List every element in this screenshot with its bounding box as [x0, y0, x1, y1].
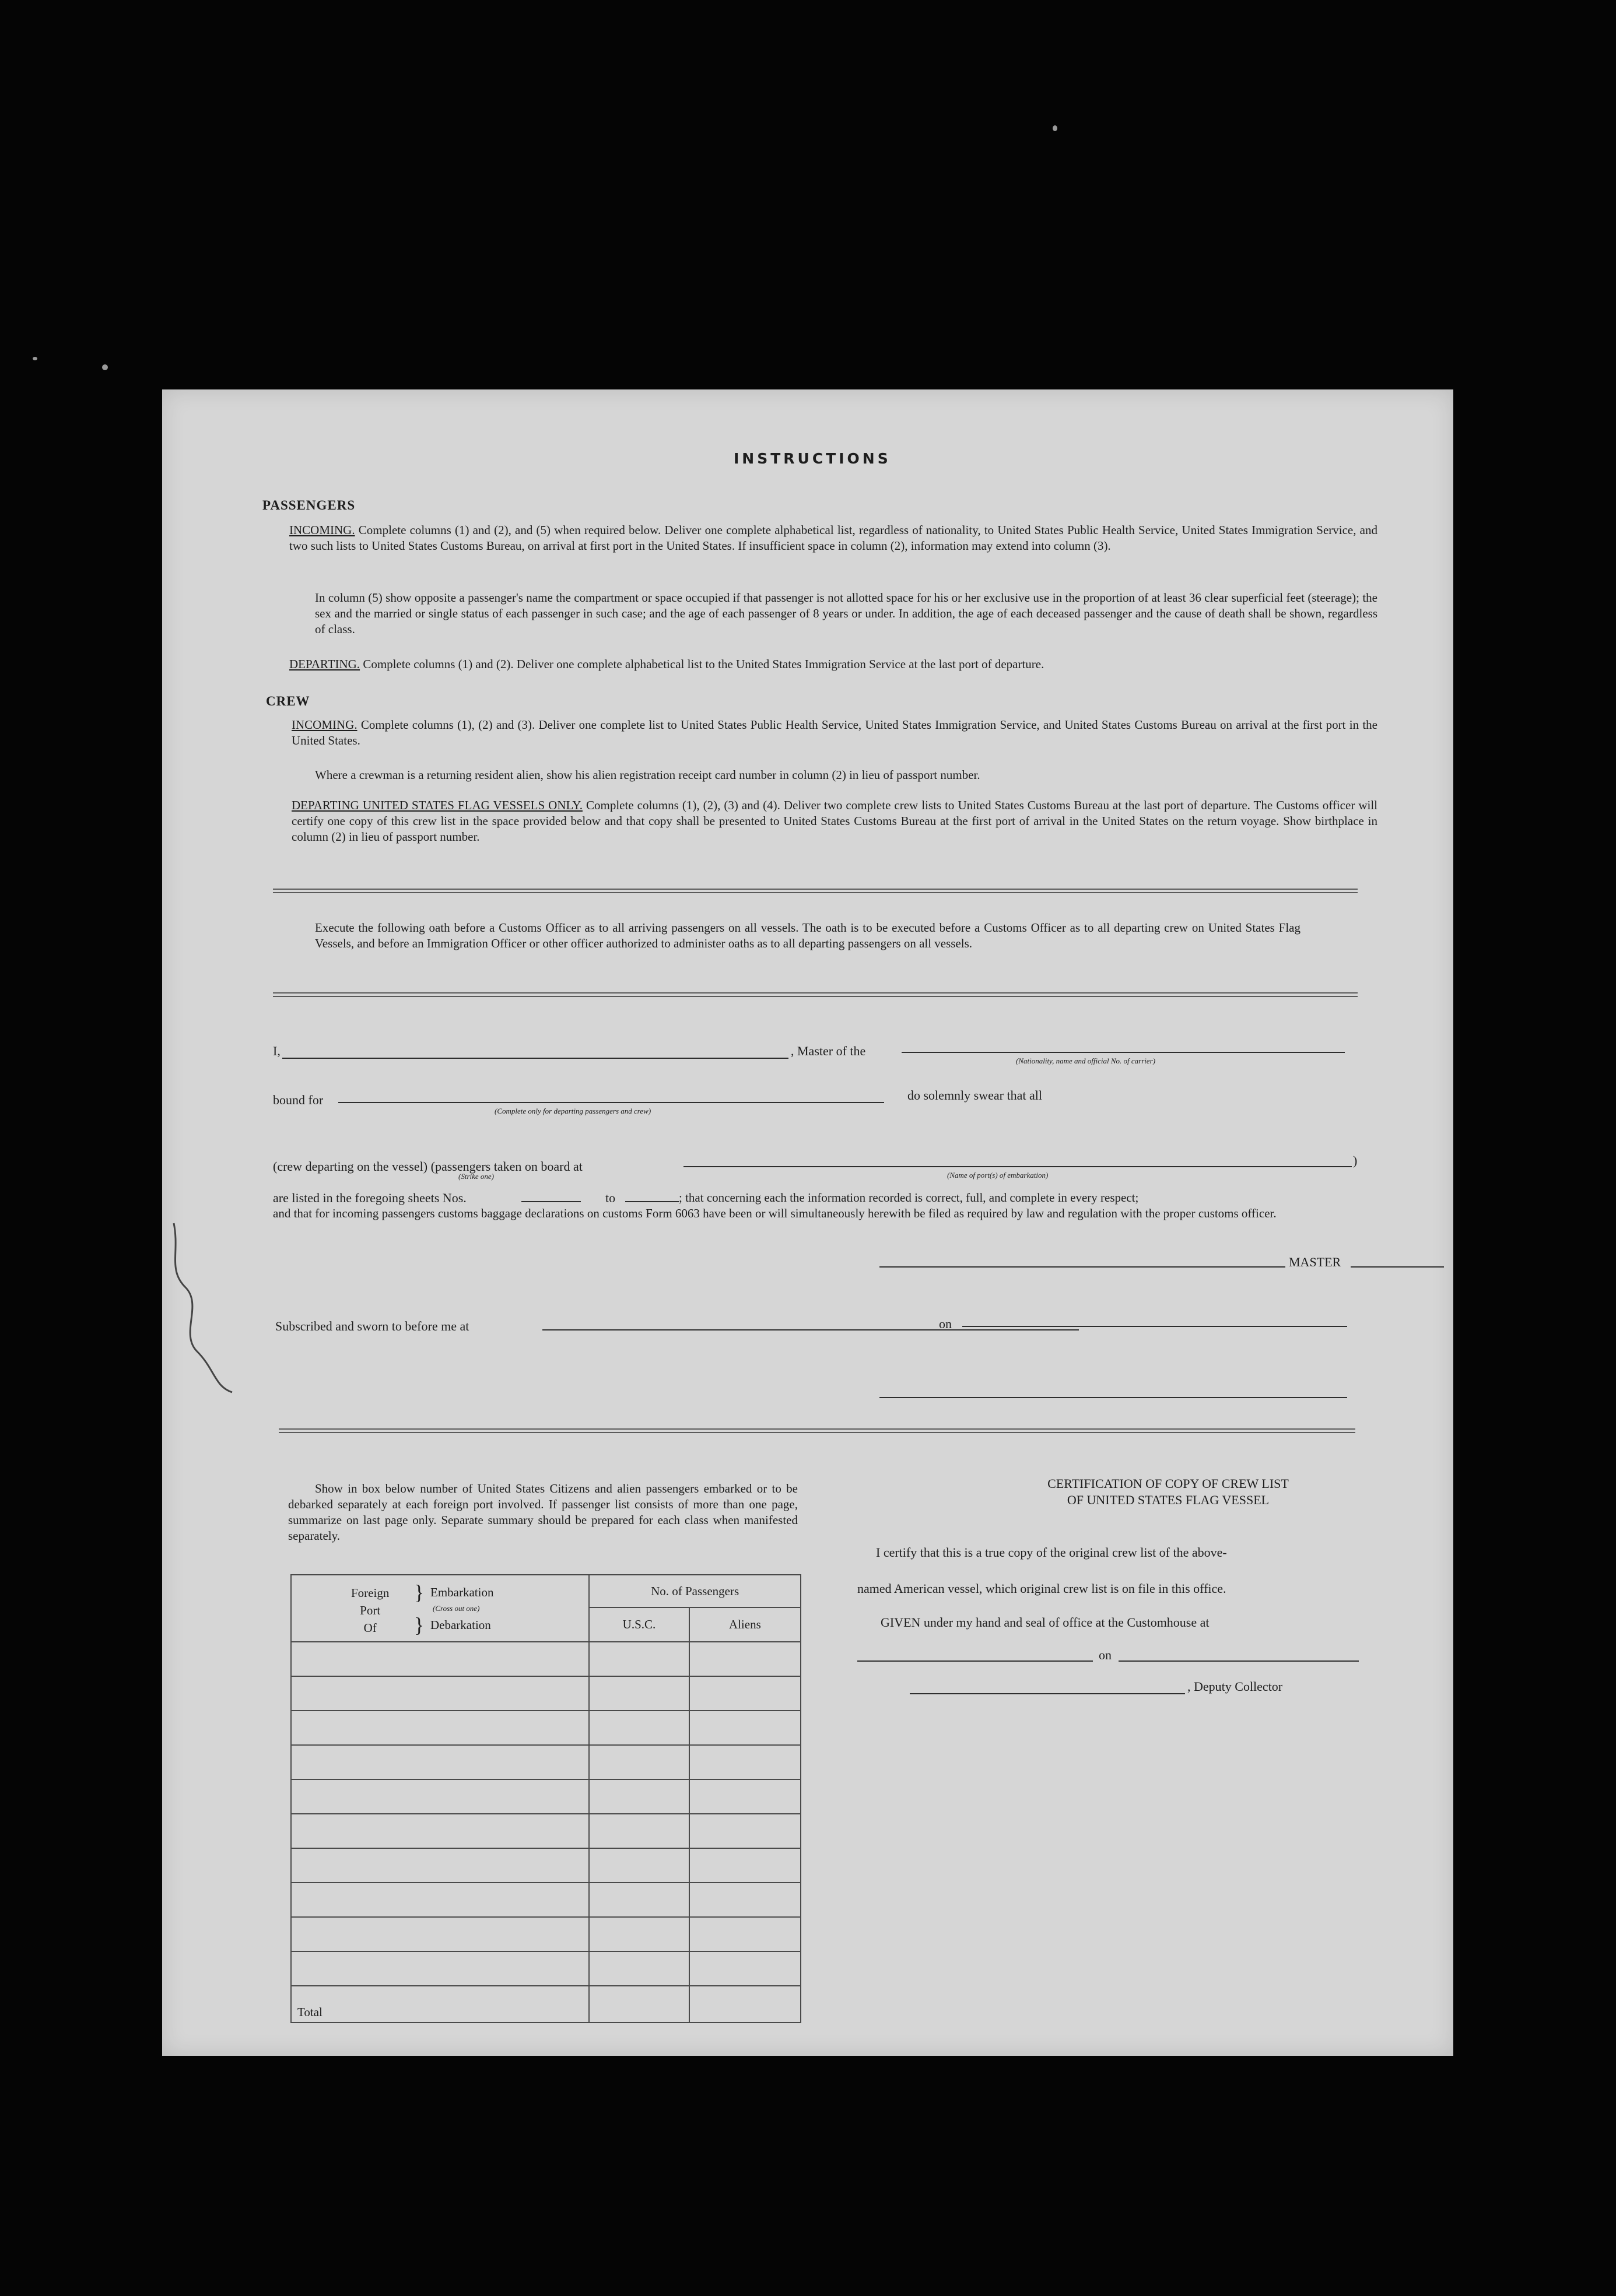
- aliens-cell[interactable]: [689, 1951, 801, 1986]
- usc-cell[interactable]: [589, 1779, 689, 1814]
- oath-master-of: , Master of the: [791, 1044, 866, 1058]
- oath-crew-departing: (crew departing on the vessel) (passengers taken on board at: [273, 1159, 583, 1174]
- port-cell[interactable]: [291, 1779, 589, 1814]
- oath-listed-3: and that for incoming passengers customs baggage declarations on customs Form 6063 have been or will simultaneously herewith be filed as required by law and regulation with the proper customs officer.: [273, 1206, 1277, 1220]
- deputy-collector-label: , Deputy Collector: [1187, 1679, 1283, 1694]
- certification-title-1: CERTIFICATION OF COPY OF CREW LIST: [1047, 1476, 1289, 1491]
- passengers-column5: [315, 590, 1377, 637]
- bracket-icon: }: [414, 1613, 425, 1637]
- of-label: Of: [363, 1620, 377, 1635]
- oath-instruction: [315, 920, 1300, 952]
- film-speck: [1053, 125, 1057, 131]
- usc-total-cell[interactable]: [589, 1986, 689, 2023]
- port-label: Port: [360, 1603, 381, 1617]
- no-passengers-header: No. of Passengers: [589, 1575, 801, 1607]
- certification-text-1: I certify that this is a true copy of the original crew list of the above-: [876, 1545, 1227, 1560]
- divider: [273, 992, 1358, 997]
- crew-alien: [315, 767, 1377, 783]
- divider: [279, 1428, 1355, 1433]
- aliens-cell[interactable]: [689, 1848, 801, 1883]
- total-label: Total: [291, 1986, 589, 2023]
- passengers-departing-label: DEPARTING.: [289, 657, 360, 671]
- bound-for-field[interactable]: [338, 1102, 884, 1103]
- embarkation-label[interactable]: Embarkation: [430, 1585, 494, 1599]
- table-row: [291, 1711, 801, 1745]
- aliens-header: Aliens: [689, 1607, 801, 1642]
- oath-instruction-text: Execute the following oath before a Customs Officer as to all arriving passengers on all vessels. The oath is to be executed before a Customs Officer as to all departing crew on United States Flag Vessels, and before an Immigration Officer or other officer authorized to administer oaths as to all departing passengers on all vessels.: [315, 921, 1300, 950]
- passengers-departing-text: Complete columns (1) and (2). Deliver one complete alphabetical list to the United States Immigration Service at the last port of departure.: [363, 657, 1044, 671]
- passengers-incoming: [289, 522, 1377, 554]
- usc-cell[interactable]: [589, 1711, 689, 1745]
- oath-close-paren: ): [1353, 1153, 1358, 1168]
- aliens-cell[interactable]: [689, 1642, 801, 1676]
- form-page: [162, 389, 1453, 2056]
- certification-date-field[interactable]: [1119, 1660, 1359, 1662]
- aliens-cell[interactable]: [689, 1711, 801, 1745]
- table-row: [291, 1917, 801, 1951]
- passengers-departing: [289, 656, 1377, 672]
- aliens-cell[interactable]: [689, 1676, 801, 1711]
- port-cell[interactable]: [291, 1711, 589, 1745]
- margin-scribble: [162, 1217, 244, 1404]
- oath-listed-1: are listed in the foregoing sheets Nos.: [273, 1191, 467, 1205]
- customhouse-field[interactable]: [857, 1660, 1093, 1662]
- port-cell[interactable]: [291, 1848, 589, 1883]
- port-cell[interactable]: [291, 1642, 589, 1676]
- subscribed-label: Subscribed and sworn to before me at: [275, 1319, 469, 1333]
- oath-swear: do solemnly swear that all: [907, 1088, 1042, 1103]
- oath-i: I,: [273, 1044, 281, 1058]
- oath-listed-3-block: [273, 1206, 1355, 1221]
- table-row: [291, 1745, 801, 1779]
- vessel-name-field[interactable]: [902, 1052, 1345, 1053]
- passenger-summary-table: [290, 1574, 801, 2023]
- port-cell[interactable]: [291, 1814, 589, 1848]
- crew-alien-text: Where a crewman is a returning resident alien, show his alien registration receipt card number in column (2) in lieu of passport number.: [315, 768, 980, 782]
- aliens-cell[interactable]: [689, 1917, 801, 1951]
- deputy-signature-field[interactable]: [910, 1693, 1185, 1694]
- page-title: INSTRUCTIONS: [734, 450, 891, 467]
- crew-incoming-text: Complete columns (1), (2) and (3). Deliver one complete list to United States Public Health Service, United States Immigration Service, and United States Customs Bureau on arrival at the first port in the United States.: [292, 718, 1377, 747]
- passengers-column5-text: In column (5) show opposite a passenger's name the compartment or space occupied if that passenger is not allotted space for his or her exclusive use in the proportion of at least 36 clear superficial feet (steerage); the sex and the married or single status of each passenger in such case; and the age of each passenger of 8 years or under. In addition, the age of each deceased passenger and the cause of death shall be shown, regardless of class.: [315, 591, 1377, 636]
- aliens-cell[interactable]: [689, 1883, 801, 1917]
- port-of-embarkation-field[interactable]: [683, 1166, 1352, 1167]
- table-row: [291, 1676, 801, 1711]
- strike-one-note: (Strike one): [458, 1172, 495, 1181]
- usc-header: U.S.C.: [589, 1607, 689, 1642]
- officer-signature-field[interactable]: [879, 1397, 1347, 1398]
- debarkation-label[interactable]: Debarkation: [430, 1617, 491, 1632]
- departing-note: (Complete only for departing passengers and crew): [495, 1107, 651, 1115]
- port-cell[interactable]: [291, 1745, 589, 1779]
- crew-incoming: [292, 717, 1377, 749]
- master-signature-field[interactable]: [879, 1266, 1444, 1268]
- master-label-text: MASTER: [1289, 1255, 1341, 1269]
- aliens-total-cell[interactable]: [689, 1986, 801, 2023]
- crew-departing: [292, 798, 1377, 845]
- table-header-row: [291, 1575, 801, 1607]
- certification-on: on: [1099, 1648, 1112, 1662]
- film-speck: [33, 357, 37, 360]
- divider: [273, 889, 1358, 893]
- crew-departing-label: DEPARTING UNITED STATES FLAG VESSELS ONLY.: [292, 798, 583, 812]
- oath-bound-for: bound for: [273, 1093, 324, 1107]
- table-row: [291, 1779, 801, 1814]
- nationality-note: (Nationality, name and official No. of carrier): [1016, 1056, 1156, 1065]
- certification-text-3: GIVEN under my hand and seal of office at the Customhouse at: [881, 1615, 1210, 1630]
- sworn-on-label: on: [939, 1316, 952, 1331]
- certification-title-2: OF UNITED STATES FLAG VESSEL: [1067, 1493, 1270, 1507]
- passengers-heading: PASSENGERS: [262, 498, 356, 512]
- port-cell[interactable]: [291, 1951, 589, 1986]
- passengers-incoming-text: Complete columns (1) and (2), and (5) when required below. Deliver one complete alphabetical list, regardless of nationality, to United States Public Health Service, United States Immigration Service, and two such lists to United States Customs Bureau, on arrival at first port in the United States. If insufficient space in column (2), information may extend into column (3).: [289, 523, 1377, 553]
- usc-cell[interactable]: [589, 1745, 689, 1779]
- aliens-cell[interactable]: [689, 1814, 801, 1848]
- table-row: [291, 1814, 801, 1848]
- usc-cell[interactable]: [589, 1883, 689, 1917]
- port-header-cell: [291, 1575, 589, 1642]
- film-speck: [102, 364, 108, 370]
- certification-text-2: named American vessel, which original crew list is on file in this office.: [857, 1581, 1226, 1596]
- usc-cell[interactable]: [589, 1848, 689, 1883]
- sheet-to-field[interactable]: [625, 1201, 679, 1202]
- aliens-cell[interactable]: [689, 1745, 801, 1779]
- foreign-label: Foreign: [351, 1585, 390, 1600]
- ports-note: (Name of port(s) of embarkation): [947, 1171, 1049, 1179]
- cross-out-note: (Cross out one): [433, 1603, 480, 1613]
- total-row: [291, 1986, 801, 2023]
- summary-instruction: [288, 1481, 798, 1544]
- port-cell[interactable]: [291, 1883, 589, 1917]
- usc-cell[interactable]: [589, 1917, 689, 1951]
- summary-instruction-text: Show in box below number of United States Citizens and alien passengers embarked or to be debarked separately at each foreign port involved. If passenger list consists of more than one page, summarize on last page only. Separate summary should be prepared for each class when manifested separately.: [288, 1481, 798, 1543]
- table-row: [291, 1951, 801, 1986]
- master-name-field[interactable]: [282, 1058, 788, 1059]
- oath-listed-2: ; that concerning each the information recorded is correct, full, and complete in every respect;: [679, 1191, 1139, 1205]
- port-cell[interactable]: [291, 1676, 589, 1711]
- crew-heading: CREW: [266, 694, 310, 708]
- sworn-place-field[interactable]: [542, 1329, 1079, 1330]
- crew-departing-text: Complete columns (1), (2), (3) and (4). Deliver two complete crew lists to United States Customs Bureau at the last port of departure. The Customs officer will certify one copy of this crew list in the space provided below and that copy shall be presented to United States Customs Bureau at the first port of arrival in the United States on the return voyage. Show birthplace in column (2) in lieu of passport number.: [292, 798, 1378, 844]
- passengers-incoming-label: INCOMING.: [289, 523, 355, 537]
- crew-incoming-label: INCOMING.: [292, 718, 357, 732]
- table-row: [291, 1642, 801, 1676]
- port-cell[interactable]: [291, 1917, 589, 1951]
- bracket-icon: }: [414, 1580, 425, 1604]
- sheet-from-field[interactable]: [521, 1201, 581, 1202]
- usc-cell[interactable]: [589, 1814, 689, 1848]
- usc-cell[interactable]: [589, 1642, 689, 1676]
- oath-to: to: [605, 1191, 616, 1205]
- table-row: [291, 1848, 801, 1883]
- sworn-date-field[interactable]: [962, 1326, 1347, 1327]
- aliens-cell[interactable]: [689, 1779, 801, 1814]
- usc-cell[interactable]: [589, 1676, 689, 1711]
- table-row: [291, 1883, 801, 1917]
- usc-cell[interactable]: [589, 1951, 689, 1986]
